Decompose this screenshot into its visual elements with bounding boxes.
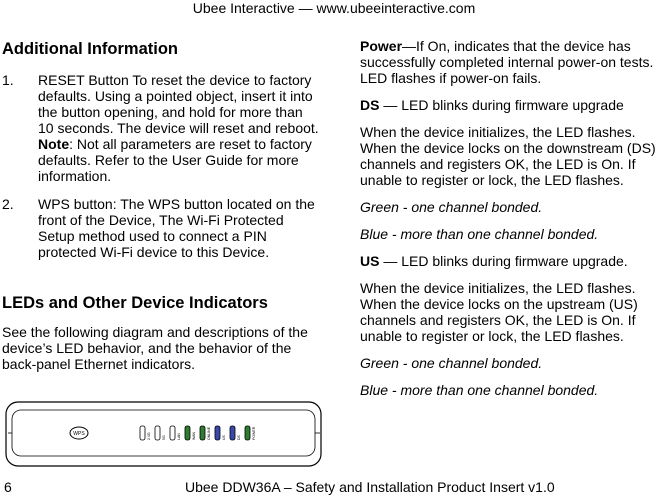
page-header: Ubee Interactive — www.ubeeinteractive.com bbox=[192, 0, 476, 16]
led-indicator bbox=[230, 426, 235, 440]
section-title-leds: LEDs and Other Device Indicators bbox=[2, 294, 268, 312]
power-desc: Power—If On, indicates that the device has successfully completed internal power-on tests. LED flashes if power-on fails. bbox=[360, 38, 654, 86]
led-indicator bbox=[245, 426, 250, 440]
section-title-additional-info: Additional Information bbox=[2, 40, 178, 58]
wps-button-label: WPS bbox=[73, 431, 85, 437]
ds-green: Green - one channel bonded. bbox=[360, 199, 543, 215]
us-desc: When the device initializes, the LED flashes. When the device locks on the upstream (US) channels and registers OK, the LED is On. If unable to register or lock, the LED flashes. bbox=[360, 280, 638, 344]
list-item-wps bbox=[2, 196, 322, 260]
us-blue: Blue - more than one channel bonded. bbox=[360, 382, 599, 398]
note-label: Note bbox=[38, 136, 70, 152]
list-item-reset bbox=[2, 72, 322, 184]
led-label: WAN bbox=[192, 431, 196, 440]
led-indicator bbox=[185, 426, 190, 440]
right-column bbox=[360, 38, 668, 409]
led-label: ONLINE bbox=[207, 426, 211, 440]
list-text: WPS button: The WPS button located on the front of the Device, The Wi-Fi Protected Setup method used to connect a PIN protected Wi-Fi device to this Device. bbox=[38, 196, 315, 260]
us-green: Green - one channel bonded. bbox=[360, 355, 543, 371]
led-indicator bbox=[215, 426, 220, 440]
us-heading: US — LED blinks during firmware upgrade. bbox=[360, 253, 628, 269]
left-column bbox=[2, 38, 322, 372]
led-indicator bbox=[155, 426, 160, 440]
led-indicator bbox=[200, 426, 205, 440]
led-label: 2.4G bbox=[147, 432, 151, 440]
list-number: 1. bbox=[2, 72, 14, 88]
led-indicator bbox=[170, 426, 175, 440]
ds-desc: When the device initializes, the LED flashes. When the device locks on the downstream (DS) channels and registers OK, the LED is On. If unable to register or lock, the LED flashes. bbox=[360, 124, 656, 188]
led-label: POWER bbox=[252, 426, 256, 440]
page-number: 6 bbox=[4, 479, 12, 495]
led-label: 5G bbox=[162, 435, 166, 440]
led-label: DS bbox=[237, 435, 241, 440]
ds-blue: Blue - more than one channel bonded. bbox=[360, 226, 599, 242]
device-diagram bbox=[5, 400, 323, 468]
ds-heading: DS — LED blinks during firmware upgrade bbox=[360, 97, 624, 113]
list-number: 2. bbox=[2, 196, 14, 212]
list-text: RESET Button To reset the device to factory defaults. Using a pointed object, insert it into the button opening, and hold for more than 10 seconds. The device will reset and reboot. Note: Not all parameters are reset to factory defaults. Refer to the User Guide for more information. bbox=[38, 72, 319, 184]
led-indicator bbox=[140, 426, 145, 440]
led-label: LAN bbox=[177, 433, 181, 440]
leds-intro: See the following diagram and descriptions of the device’s LED behavior, and the behavior of the back-panel Ethernet indicators. bbox=[2, 324, 308, 372]
led-label: US bbox=[222, 435, 226, 440]
footer-title: Ubee DDW36A – Safety and Installation Product Insert v1.0 bbox=[185, 479, 555, 495]
